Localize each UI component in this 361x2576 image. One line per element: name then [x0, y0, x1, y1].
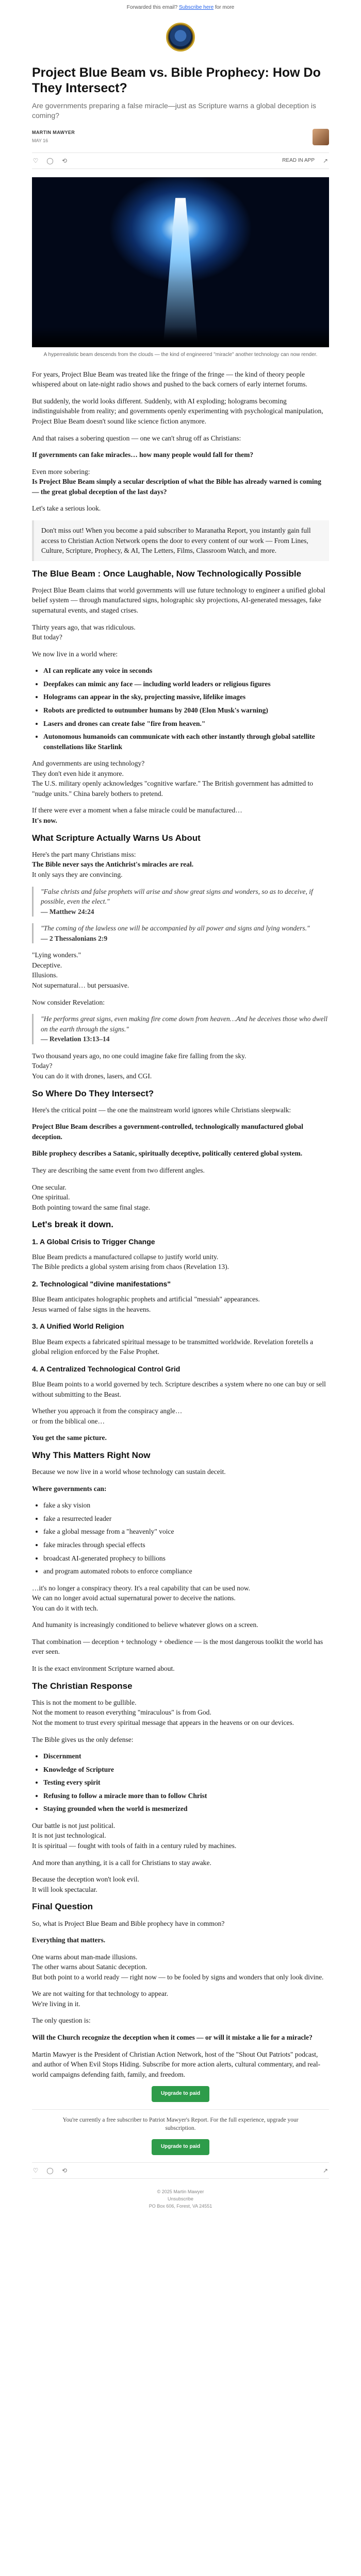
list-item: • Testing every spirit — [43, 1777, 329, 1788]
threat-list — [43, 1500, 329, 1576]
subheading: 1. A Global Crisis to Trigger Change — [32, 1237, 155, 1246]
comment-icon[interactable]: ◯ — [46, 2166, 54, 2174]
hero-image — [32, 177, 329, 347]
paragraph: One secular. One spiritual. Both pointing toward the same final stage. — [32, 1183, 151, 1211]
section-heading: The Christian Response — [32, 1681, 133, 1691]
list-item: • and program automated robots to enforce compliance — [43, 1566, 329, 1577]
list-item: • fake a sky vision — [43, 1500, 329, 1511]
heart-icon[interactable]: ♡ — [32, 2166, 39, 2174]
heart-icon[interactable]: ♡ — [32, 157, 39, 165]
paragraph: "Lying wonders." Deceptive. Illusions. Not supernatural… but persuasive. — [32, 951, 129, 990]
section-heading: Why This Matters Right Now — [32, 1450, 151, 1460]
section-heading: The Blue Beam : Once Laughable, Now Technologically Possible — [32, 568, 302, 579]
paragraph: Our battle is not just political. It is not just technological. It is spiritual — fought with tools of faith in a century ruled by machines. — [32, 1821, 237, 1850]
list-item: • Holograms can appear in the sky, projecting massive, lifelike images — [43, 692, 329, 702]
paragraph: If there were ever a moment when a false miracle could be manufactured… It's now. — [32, 806, 242, 825]
list-item: • AI can replicate any voice in seconds — [43, 666, 329, 676]
paragraph: Because the deception won't look evil. It will look spectacular. — [32, 1875, 139, 1893]
paragraph: For years, Project Blue Beam was treated like the fringe of the fringe — the kind of theory people whispered about on late-night radio shows and pushed to the back corners of early internet forums. — [32, 370, 307, 388]
scripture-quote: "False christs and false prophets will arise and show great signs and wonders, so as to deceive, if possible, even the elect." — Matthew 24:24 — [32, 887, 329, 917]
paragraph: Because we now live in a world whose technology can sustain deceit. — [32, 1468, 226, 1476]
paragraph: Let's take a serious look. — [32, 504, 101, 513]
paragraph: Where governments can: — [32, 1484, 107, 1493]
paragraph: Blue Beam anticipates holographic prophets and artificial "messiah" appearances. Jesus warned of false signs in the heavens. — [32, 1295, 260, 1313]
upgrade-button-bottom[interactable]: Upgrade to paid — [152, 2139, 209, 2155]
question-bold: If governments can fake miracles… how many people would fall for them? — [32, 451, 254, 459]
publication-logo[interactable] — [166, 23, 195, 52]
restack-icon[interactable]: ⟲ — [61, 2166, 68, 2174]
comment-icon[interactable]: ◯ — [46, 157, 54, 165]
paragraph: The Bible gives us the only defense: — [32, 1735, 134, 1743]
paragraph: Two thousand years ago, no one could imagine fake fire falling from the sky. Today? You can do it with drones, lasers, and CGI. — [32, 1052, 247, 1080]
section-heading: Let's break it down. — [32, 1219, 114, 1230]
list-item: • Autonomous humanoids can communicate with each other instantly through global satellite constellations like Starlink — [43, 732, 329, 752]
divider — [32, 2109, 329, 2110]
paragraph: And governments are using technology? They don't even hide it anymore. The U.S. military openly acknowledges "cognitive warfare." The British government has admitted to "nudge units." China barely bothers to pretend. — [32, 759, 314, 798]
email-footer: © 2025 Martin Mawyer Unsubscribe PO Box 606, Forest, VA 24551 — [32, 2188, 329, 2210]
paragraph: It is the exact environment Scripture warned about. — [32, 1665, 175, 1673]
paragraph: But suddenly, the world looks different. Suddenly, with AI exploding; holograms becoming indistinguishable from reality; and governments openly experimenting with psychological manipulation, Project Blue Beam doesn't sound like science fiction anymore. — [32, 397, 323, 426]
paragraph: One warns about man-made illusions. The other warns about Satanic deception. But both point to a world ready — right now — to be fooled by signs and wonders that only look divine. — [32, 1953, 324, 1981]
subheading: 2. Technological "divine manifestations" — [32, 1279, 171, 1288]
read-in-app-button[interactable]: READ IN APP — [282, 157, 315, 163]
paragraph: Blue Beam predicts a manufactured collapse to justify world unity. The Bible predicts a global system arising from chaos (Revelation 13). — [32, 1252, 229, 1271]
paragraph: They are describing the same event from two different angles. — [32, 1166, 205, 1175]
paragraph: Thirty years ago, that was ridiculous. But today? — [32, 623, 136, 641]
list-item: • fake a resurrected leader — [43, 1514, 329, 1524]
list-item: • Staying grounded when the world is mesmerized — [43, 1804, 329, 1814]
list-item: • fake miracles through special effects — [43, 1540, 329, 1550]
scripture-quote: "He performs great signs, even making fire come down from heaven…And he deceives those who dwell on the earth through the signs." — Revelation 13:13–14 — [32, 1014, 329, 1044]
section-heading: What Scripture Actually Warns Us About — [32, 833, 201, 843]
paragraph: Project Blue Beam claims that world governments will use future technology to engineer a unified global belief system — through manufactured signs, holographic sky projections, AI-generated messages, fake supernatural events, and staged crises. — [32, 586, 325, 615]
author-name[interactable]: MARTIN MAWYER — [32, 130, 75, 135]
capability-list — [43, 666, 329, 752]
avatar[interactable] — [313, 129, 329, 145]
paragraph: We are not waiting for that technology to appear. We're living in it. — [32, 1990, 168, 2008]
unsubscribe-link[interactable]: Unsubscribe — [167, 2196, 194, 2202]
paragraph: Even more sobering: Is Project Blue Beam simply a secular description of what the Bible has already warned is coming — the great global deception of the last days? — [32, 467, 321, 496]
upgrade-button[interactable]: Upgrade to paid — [152, 2086, 209, 2102]
free-subscriber-note: You're currently a free subscriber to Patriot Mawyer's Report. For the full experience, upgrade your subscription. — [62, 2116, 299, 2132]
post-subtitle: Are governments preparing a false miracle—just as Scripture warns a global deception is coming? — [32, 101, 316, 120]
paragraph: Bible prophecy describes a Satanic, spiritually deceptive, politically centered global system. — [32, 1149, 303, 1158]
subscribe-callout: Don't miss out! When you become a paid subscriber to Maranatha Report, you instantly gain full access to Christian Action Network opens the door to every content of our work — From Lines, Culture, Scripture, Prophecy, & AI, The Letters, Films, Classroom Watch, and more. — [32, 520, 329, 561]
crowd-silhouette — [32, 327, 329, 347]
list-item: • Discernment — [43, 1751, 329, 1761]
list-item: • Refusing to follow a miracle more than to follow Christ — [43, 1791, 329, 1801]
author-bio: Martin Mawyer is the President of Christian Action Network, host of the "Shout Out Patriots" podcast, and author of When Evil Stops Hiding. Subscribe for more action alerts, cultural commentary, and real-world campaigns defending faith, family, and freedom. — [32, 2050, 320, 2078]
paragraph: And humanity is increasingly conditioned to believe whatever glows on a screen. — [32, 1621, 258, 1629]
paragraph: That combination — deception + technology + obedience — is the most dangerous toolkit the world has ever seen. — [32, 1637, 323, 1656]
paragraph: …it's no longer a conspiracy theory. It's a real capability that can be used now. We can no longer avoid actual supernatural power to deceive the nations. You can do it with tech. — [32, 1584, 250, 1612]
post-date: MAY 16 — [32, 138, 48, 144]
list-item: • Lasers and drones can create false "fire from heaven." — [43, 719, 329, 729]
paragraph: And more than anything, it is a call for Christians to stay awake. — [32, 1858, 211, 1867]
list-item: • Deepfakes can mimic any face — including world leaders or religious figures — [43, 679, 329, 689]
restack-icon[interactable]: ⟲ — [61, 157, 68, 165]
paragraph: Whether you approach it from the conspiracy angle… or from the biblical one… — [32, 1407, 183, 1425]
forward-banner: Forwarded this email? Subscribe here for more — [126, 5, 235, 10]
post-actions — [32, 152, 329, 170]
post-actions-bottom — [32, 2162, 329, 2179]
list-item: • Robots are predicted to outnumber humans by 2040 (Elon Musk's warning) — [43, 705, 329, 716]
paragraph: Will the Church recognize the deception when it comes — or will it mistake a lie for a miracle? — [32, 2033, 313, 2042]
paragraph: Now consider Revelation: — [32, 998, 105, 1006]
paragraph: Project Blue Beam describes a government-controlled, technologically manufactured global deception. — [32, 1123, 304, 1141]
paragraph: Everything that matters. — [32, 1936, 106, 1944]
paragraph: Here's the part many Christians miss: The Bible never says the Antichrist's miracles are real. It only says they are convincing. — [32, 850, 194, 878]
paragraph: Here's the critical point — the one the mainstream world ignores while Christians sleepwalk: — [32, 1106, 291, 1114]
paragraph: This is not the moment to be gullible. Not the moment to reason everything "miraculous" is from God. Not the moment to trust every spiritual message that appears in the heavens or on our devices. — [32, 1698, 294, 1726]
section-heading: So Where Do They Intersect? — [32, 1088, 154, 1098]
list-item: • fake a global message from a "heavenly" voice — [43, 1527, 329, 1537]
paragraph: Blue Beam points to a world governed by tech. Scripture describes a system where no one can buy or sell without submitting to the Beast. — [32, 1380, 326, 1398]
subheading: 4. A Centralized Technological Control Grid — [32, 1364, 180, 1373]
paragraph: So, what is Project Blue Beam and Bible prophecy have in common? — [32, 1919, 225, 1927]
paragraph: You get the same picture. — [32, 1434, 107, 1442]
share-icon[interactable]: ↗ — [322, 157, 329, 164]
paragraph: The only question is: — [32, 2016, 91, 2025]
list-item: • broadcast AI-generated prophecy to billions — [43, 1553, 329, 1564]
image-caption: A hyperrealistic beam descends from the clouds — the kind of engineered "miracle" another technology can now render. — [43, 352, 318, 358]
section-heading: Final Question — [32, 1902, 93, 1912]
subscribe-link[interactable]: Subscribe here — [178, 5, 214, 10]
post-title[interactable]: Project Blue Beam vs. Bible Prophecy: How Do They Intersect? — [32, 65, 321, 95]
subheading: 3. A Unified World Religion — [32, 1322, 124, 1331]
share-icon[interactable]: ↗ — [322, 2166, 329, 2174]
light-beam — [163, 198, 198, 342]
byline — [32, 129, 329, 145]
defense-list — [43, 1751, 329, 1814]
paragraph: Blue Beam expects a fabricated spiritual message to be transmitted worldwide. Revelation foretells a global religion enforced by the False Prophet. — [32, 1337, 314, 1356]
paragraph: We now live in a world where: — [32, 650, 118, 658]
list-item: • Knowledge of Scripture — [43, 1765, 329, 1775]
scripture-quote: "The coming of the lawless one will be accompanied by all power and signs and lying wonders." — 2 Thessalonians 2:9 — [32, 923, 329, 943]
paragraph: And that raises a sobering question — one we can't shrug off as Christians: — [32, 434, 241, 442]
